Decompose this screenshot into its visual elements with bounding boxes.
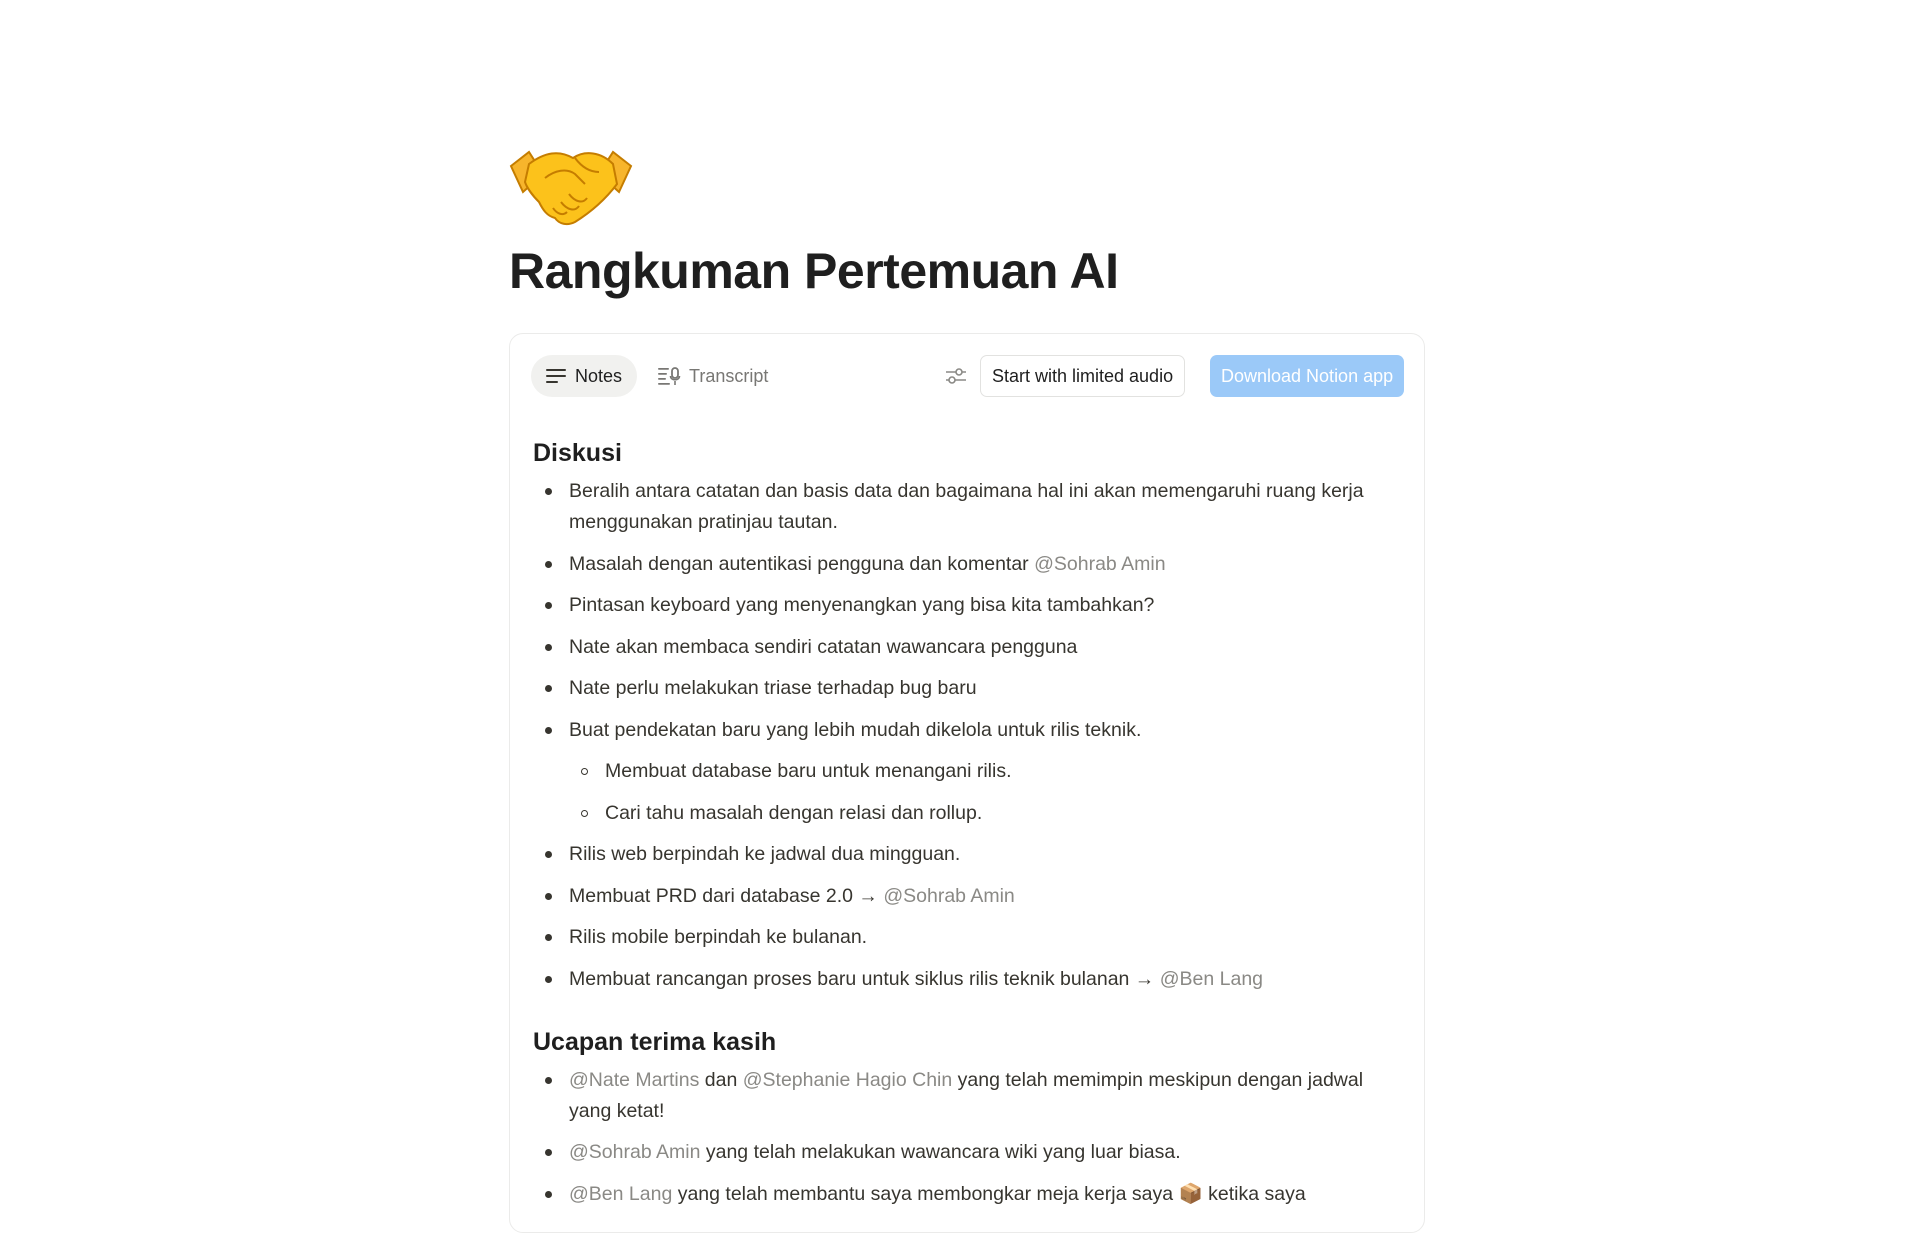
section-heading-diskusi: Diskusi [533, 439, 622, 467]
tab-notes[interactable] [531, 355, 637, 397]
list-item-text: Membuat rancangan proses baru untuk siklus rilis teknik bulanan → [569, 967, 1160, 990]
list-item-text: Beralih antara catatan dan basis data dan bagaimana hal ini akan memengaruhi ruang kerja menggunakan pratinjau tautan. [569, 480, 1364, 533]
user-mention[interactable]: @Stephanie Hagio Chin [742, 1068, 953, 1091]
list-item[interactable] [533, 1137, 1403, 1168]
user-mention[interactable]: @Sohrab Amin [883, 884, 1015, 907]
tab-transcript[interactable] [645, 355, 780, 397]
user-mention[interactable]: @Ben Lang [569, 1182, 673, 1205]
list-item[interactable] [533, 839, 1403, 870]
tab-notes-label: Notes [575, 365, 623, 386]
notes-lines-icon [545, 367, 567, 385]
list-item-text: yang telah memimpin meskipun dengan jadwal yang ketat! [569, 1068, 1364, 1122]
list-item[interactable] [533, 632, 1403, 663]
list-item-text: Nate akan membaca sendiri catatan wawancara pengguna [569, 635, 1078, 658]
ai-notes-toolbar [531, 355, 1404, 397]
user-mention[interactable]: @Nate Martins [569, 1068, 700, 1091]
list-item-text: Rilis mobile berpindah ke bulanan. [569, 926, 868, 948]
list-item-text: Rilis web berpindah ke jadwal dua mingguan. [569, 843, 961, 865]
sub-list-item[interactable] [533, 798, 1403, 829]
list-item[interactable] [533, 881, 1403, 912]
ucapan-list [533, 1065, 1403, 1210]
user-mention[interactable]: @Sohrab Amin [569, 1141, 701, 1163]
list-item-text: yang telah melakukan wawancara wiki yang luar biasa. [700, 1141, 1181, 1163]
list-item-text: yang telah membantu saya membongkar meja kerja saya 📦 ketika saya [672, 1182, 1306, 1205]
section-heading-ucapan: Ucapan terima kasih [533, 1027, 777, 1056]
list-item-text: Membuat database baru untuk menangani rilis. [605, 760, 1012, 782]
list-item[interactable] [533, 549, 1403, 580]
list-item[interactable] [533, 1065, 1403, 1127]
list-item[interactable] [533, 1179, 1403, 1210]
diskusi-list [533, 476, 1403, 995]
list-item-text: Cari tahu masalah dengan relasi dan rollup. [605, 801, 983, 824]
settings-button[interactable] [939, 359, 973, 393]
page-title: Rangkuman Pertemuan AI [509, 243, 1119, 299]
notes-content [533, 434, 1403, 1220]
list-item[interactable] [533, 590, 1403, 621]
sliders-icon [945, 367, 967, 385]
list-item-text: Membuat PRD dari database 2.0 → [569, 884, 884, 907]
list-item[interactable] [533, 964, 1403, 995]
list-item-text: dan [699, 1068, 743, 1091]
transcript-icon [657, 366, 681, 386]
list-item-text: Nate perlu melakukan triase terhadap bug baru [569, 677, 977, 699]
download-notion-app-button[interactable]: Download Notion app [1210, 355, 1404, 397]
list-item[interactable] [533, 673, 1403, 704]
sub-list-item[interactable] [533, 756, 1403, 787]
list-item-text: Pintasan keyboard yang menyenangkan yang bisa kita tambahkan? [569, 594, 1155, 616]
list-item[interactable] [533, 922, 1403, 953]
list-item[interactable] [533, 476, 1403, 538]
list-item-text: Buat pendekatan baru yang lebih mudah dikelola untuk rilis teknik. [569, 718, 1142, 741]
start-limited-audio-button[interactable]: Start with limited audio [980, 355, 1185, 397]
tab-transcript-label: Transcript [689, 365, 769, 386]
list-item-text: Masalah dengan autentikasi pengguna dan komentar [569, 552, 1035, 575]
user-mention[interactable]: @Ben Lang [1159, 967, 1264, 990]
user-mention[interactable]: @Sohrab Amin [1034, 552, 1166, 575]
handshake-icon[interactable] [509, 138, 639, 228]
list-item[interactable] [533, 715, 1403, 746]
ai-meeting-notes-block [509, 333, 1425, 1233]
